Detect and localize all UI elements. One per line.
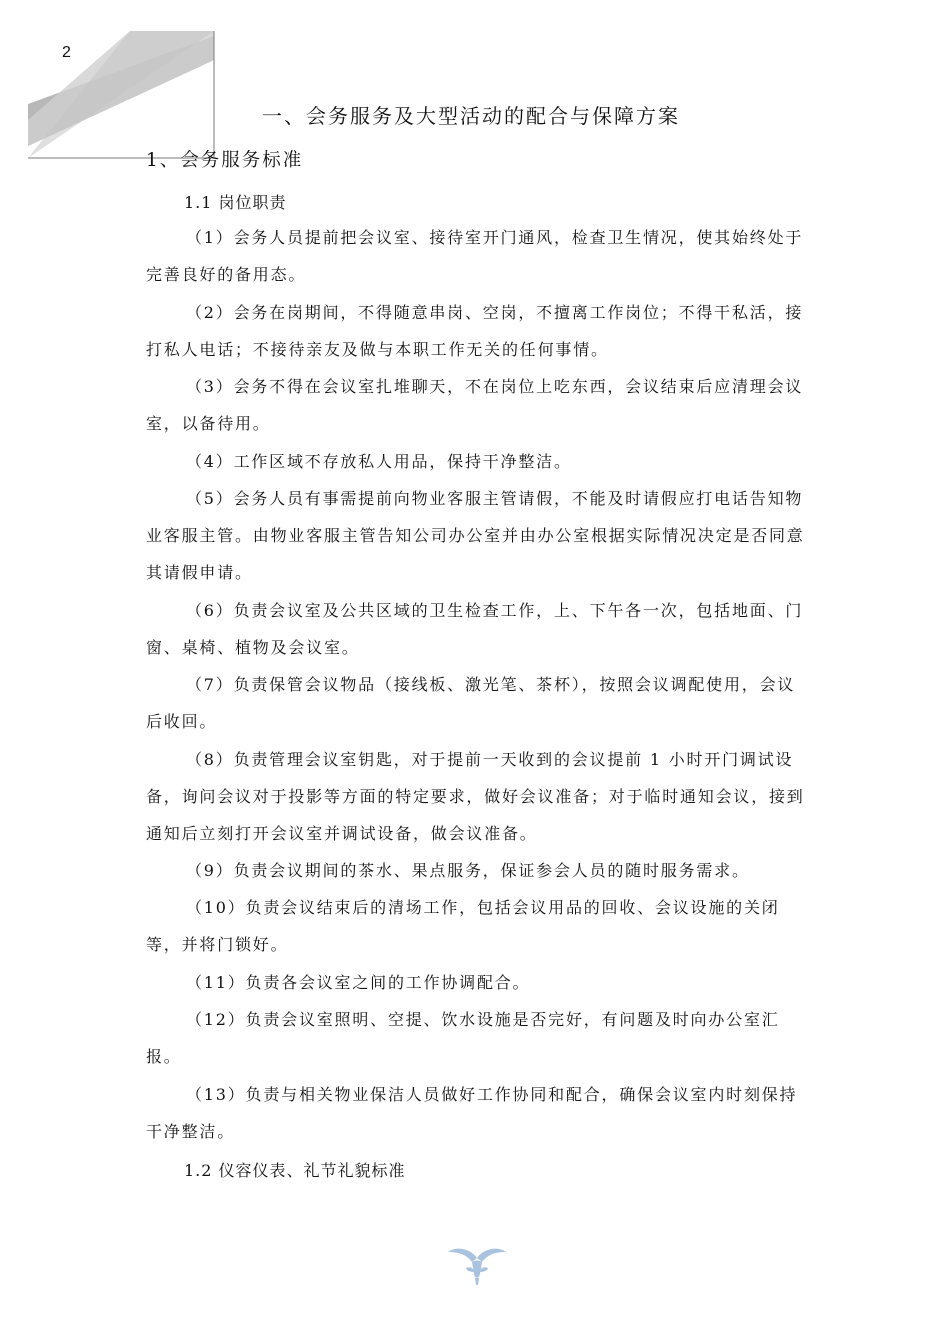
duty-item-13: （13）负责与相关物业保洁人员做好工作协同和配合，确保会议室内时刻保持干净整洁。 <box>146 1085 798 1142</box>
logo-icon <box>446 1244 508 1286</box>
duty-item-9: （9）负责会议期间的茶水、果点服务，保证参会人员的随时服务需求。 <box>186 861 750 880</box>
section-heading: 1、会务服务标准 <box>146 150 304 171</box>
subsection-heading-etiquette: 1.2 仪容仪表、礼节礼貌标准 <box>184 1161 406 1180</box>
duty-item-11: （11）负责各会议室之间的工作协调配合。 <box>186 973 531 992</box>
duty-item-10: （10）负责会议结束后的清场工作，包括会议用品的回收、会议设施的关闭等，并将门锁好。 <box>146 898 780 955</box>
document-title: 一、会务服务及大型活动的配合与保障方案 <box>262 104 680 128</box>
duty-item-2: （2）会务在岗期间，不得随意串岗、空岗，不擅离工作岗位；不得干私活，接打私人电话；不接待亲友及做与本职工作无关的任何事情。 <box>146 303 804 360</box>
duty-item-8: （8）负责管理会议室钥匙，对于提前一天收到的会议提前 1 小时开门调试设备，询问会议对于投影等方面的特定要求，做好会议准备；对于临时通知会议，接到通知后立刻打开会议室并调试设备，做会议准备。 <box>146 750 805 844</box>
duty-item-12: （12）负责会议室照明、空提、饮水设施是否完好，有问题及时向办公室汇报。 <box>146 1010 780 1067</box>
duty-item-7: （7）负责保管会议物品（接线板、激光笔、茶杯），按照会议调配使用，会议后收回。 <box>146 675 796 732</box>
duty-item-4: （4）工作区域不存放私人用品，保持干净整洁。 <box>186 452 572 471</box>
duty-item-1: （1）会务人员提前把会议室、接待室开门通风，检查卫生情况，使其始终处于完善良好的备用态。 <box>146 228 804 285</box>
duty-item-6: （6）负责会议室及公共区域的卫生检查工作，上、下午各一次，包括地面、门窗、桌椅、植物及会议室。 <box>146 601 804 658</box>
subsection-heading-duties: 1.1 岗位职责 <box>184 193 287 212</box>
duty-item-5: （5）会务人员有事需提前向物业客服主管请假，不能及时请假应打电话告知物业客服主管。由物业客服主管告知公司办公室并由办公室根据实际情况决定是否同意其请假申请。 <box>146 489 805 583</box>
duty-item-3: （3）会务不得在会议室扎堆聊天，不在岗位上吃东西，会议结束后应清理会议室，以备待用。 <box>146 377 804 434</box>
page-number: 2 <box>62 44 71 61</box>
corner-decoration <box>0 0 240 170</box>
